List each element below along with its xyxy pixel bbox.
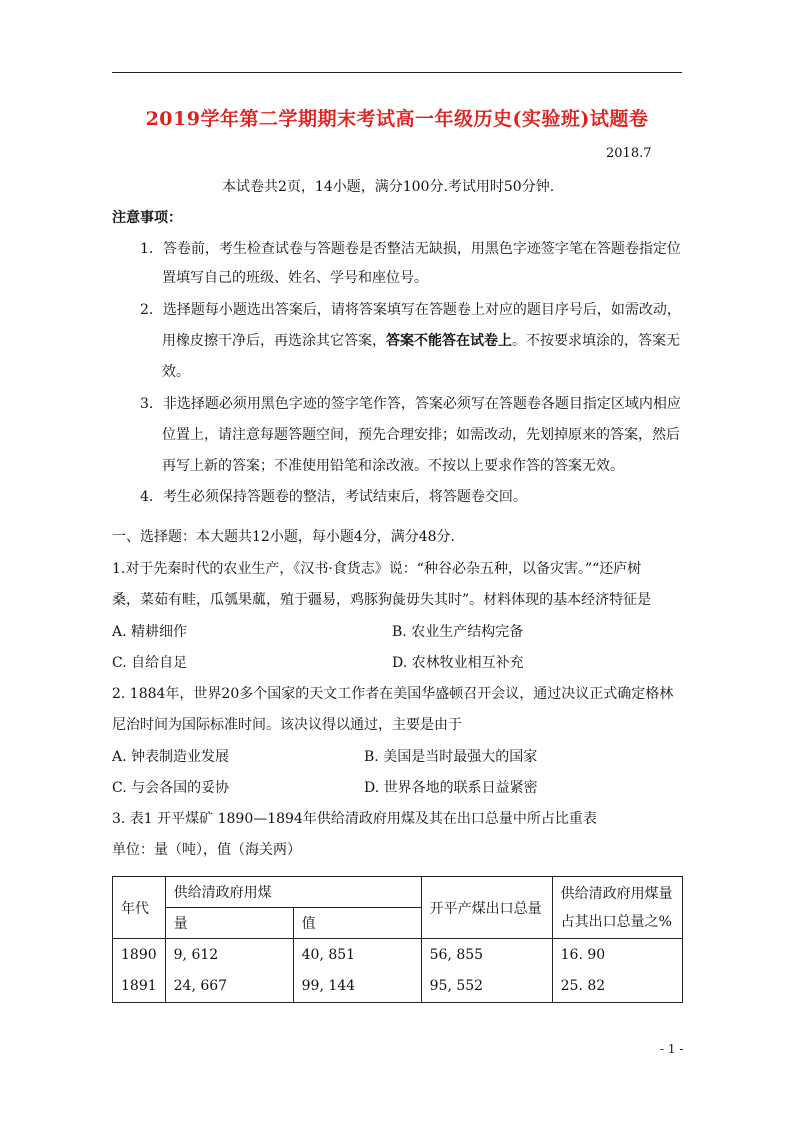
col-val-header: 值 [293, 908, 421, 939]
table-row [113, 971, 683, 1003]
cell-qty: 9, 612 [165, 939, 293, 971]
col-ratio-header-l2: 占其出口总量之% [560, 913, 672, 930]
col-qty-header: 量 [165, 908, 293, 939]
q1-option-c: C. 自给自足 [112, 655, 188, 671]
q2-option-c: C. 与会各国的妥协 [112, 780, 230, 796]
col-supply-header: 供给清政府用煤 [165, 877, 421, 908]
q2-line-1: 2. 1884年，世界20多个国家的天文工作者在美国华盛顿召开会议，通过决议正式确定格林 [112, 686, 674, 702]
exam-date: 2018.7 [606, 146, 652, 161]
q3-unit: 单位：量（吨），值（海关两） [112, 842, 301, 858]
q1-option-d: D. 农林牧业相互补充 [392, 655, 524, 671]
q1-line-1: 1.对于先秦时代的农业生产，《汉书·食货志》说：“种谷必杂五种，以备灾害。”“还庐树 [112, 561, 642, 577]
note-2-line-2 [162, 331, 680, 351]
note-2-emphasis: 答案不能答在试卷上 [386, 333, 512, 349]
cell-ratio: 16. 90 [552, 939, 682, 971]
note-3-line-2: 位置上，请注意每题答题空间，预先合理安排；如需改动，先划掉原来的答案，然后 [162, 427, 680, 443]
cell-ratio: 25. 82 [552, 971, 682, 1003]
note-1-line-2: 置填写自己的班级、姓名、学号和座位号。 [162, 270, 428, 286]
q1-line-2: 桑，菜茹有畦，瓜瓠果蓏，殖于疆易，鸡豚狗彘毋失其时”。材料体现的基本经济特征是 [112, 592, 652, 608]
q3-line-1: 3. 表1 开平煤矿 1890—1894年供给清政府用煤及其在出口总量中所占比重表 [112, 811, 597, 827]
cell-year: 1891 [113, 971, 166, 1003]
note-3-line-3: 再写上新的答案；不准使用铅笔和涂改液。不按以上要求作答的答案无效。 [162, 458, 624, 474]
note-2-line-3: 效。 [162, 364, 190, 380]
cell-export: 56, 855 [421, 939, 552, 971]
q2-option-a: A. 钟表制造业发展 [112, 749, 230, 765]
col-year-header: 年代 [113, 877, 166, 939]
col-ratio-header [552, 877, 682, 939]
notes-heading: 注意事项： [112, 210, 182, 226]
note-1-line-1: 1．答卷前，考生检查试卷与答题卷是否整洁无缺损，用黑色字迹签字笔在答题卷指定位 [140, 241, 681, 257]
section-1-heading: 一、选择题：本大题共12小题，每小题4分，满分48分． [112, 529, 465, 545]
page-number: - 1 - [660, 1042, 684, 1056]
cell-year: 1890 [113, 939, 166, 971]
note-2-text-a: 用橡皮擦干净后，再选涂其它答案， [162, 333, 386, 349]
col-export-header: 开平产煤出口总量 [421, 877, 552, 939]
cell-val: 40, 851 [293, 939, 421, 971]
cell-export: 95, 552 [421, 971, 552, 1003]
cell-val: 99, 144 [293, 971, 421, 1003]
note-4: 4．考生必须保持答题卷的整洁，考试结束后，将答题卷交回。 [140, 489, 527, 505]
q2-line-2: 尼治时间为国际标准时间。该决议得以通过，主要是由于 [112, 717, 462, 733]
col-ratio-header-l1: 供给清政府用煤量 [560, 885, 673, 902]
coal-table [112, 876, 683, 1003]
q1-option-a: A. 精耕细作 [112, 624, 188, 640]
q1-option-b: B. 农业生产结构完备 [392, 624, 524, 640]
header-rule [112, 72, 682, 73]
exam-intro: 本试卷共2页，14小题，满分100分.考试用时50分钟. [222, 179, 555, 195]
page-title: 2019学年第二学期期末考试高一年级历史(实验班)试题卷 [145, 108, 649, 130]
table-row [113, 939, 683, 971]
note-3-line-1: 3．非选择题必须用黑色字迹的签字笔作答，答案必须写在答题卷各题目指定区域内相应 [140, 396, 681, 412]
q2-option-d: D. 世界各地的联系日益紧密 [364, 780, 538, 796]
note-2-text-c: 。不按要求填涂的，答案无 [512, 333, 680, 349]
note-2-line-1: 2．选择题每小题选出答案后，请将答案填写在答题卷上对应的题目序号后，如需改动， [140, 302, 681, 318]
q2-option-b: B. 美国是当时最强大的国家 [364, 749, 538, 765]
cell-qty: 24, 667 [165, 971, 293, 1003]
